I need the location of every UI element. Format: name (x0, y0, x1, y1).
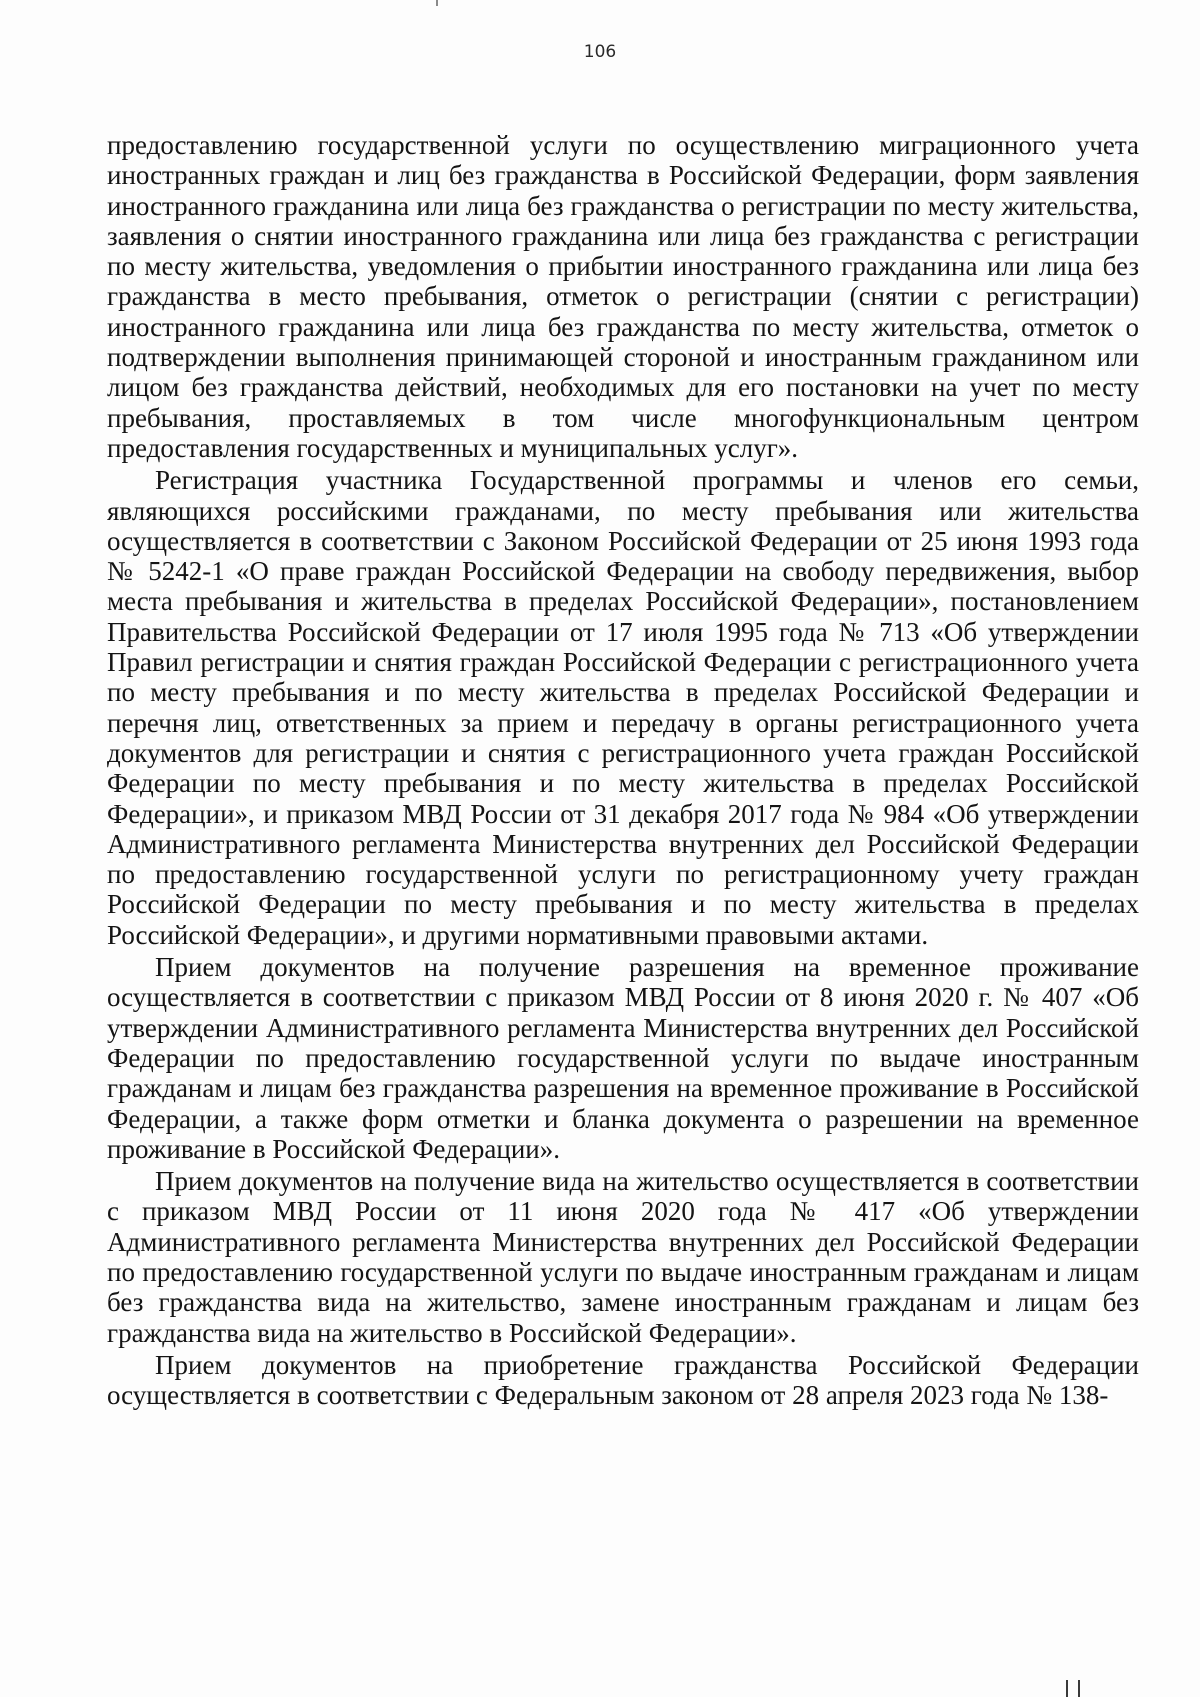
paragraph-residence-permit: Прием документов на получение вида на жительство осуществляется в соответствии с приказом МВД России от 11 июня 2020 года № 417 «Об утверждении Административного регламента Министерства внутренних дел Российской Федерации по предоставлению государственной услуги по выдаче иностранным гражданам и лицам без гражданства вида на жительство, замене иностранным гражданам и лицам без гражданства вида на жительство в Российской Федерации». (107, 1166, 1139, 1348)
paragraph-registration: Регистрация участника Государственной программы и членов его семьи, являющихся российскими гражданами, по месту пребывания или жительства осуществляется в соответствии с Законом Российской Федерации от 25 июня 1993 года № 5242-1 «О праве граждан Российской Федерации на свободу передвижения, выбор места пребывания и жительства в пределах Российской Федерации», постановлением Правительства Российской Федерации от 17 июля 1995 года № 713 «Об утверждении Правил регистрации и снятия граждан Российской Федерации с регистрационного учета по месту пребывания и по месту жительства в пределах Российской Федерации и перечня лиц, ответственных за прием и передачу в органы регистрационного учета документов для регистрации и снятия с регистрационного учета граждан Российской Федерации по месту пребывания и по месту жительства в пределах Российской Федерации», и приказом МВД России от 31 декабря 2017 года № 984 «Об утверждении Административного регламента Министерства внутренних дел Российской Федерации по предоставлению государственной услуги по регистрационному учету граждан Российской Федерации по месту пребывания и по месту жительства в пределах Российской Федерации», и другими нормативными правовыми актами. (107, 465, 1139, 950)
scan-artifact-top (436, 0, 438, 6)
paragraph-temporary-residence: Прием документов на получение разрешения на временное проживание осуществляется в соответствии с приказом МВД России от 8 июня 2020 г. № 407 «Об утверждении Административного регламента Министерства внутренних дел Российской Федерации по предоставлению государственной услуги по выдаче иностранным гражданам и лицам без гражданства разрешения на временное проживание в Российской Федерации, а также форм отметки и бланка документа о разрешении на временное проживание в Российской Федерации». (107, 952, 1139, 1164)
scan-artifact-bottom-right (1078, 1680, 1080, 1697)
scan-artifact-bottom-left (1066, 1680, 1068, 1697)
paragraph-citizenship: Прием документов на приобретение гражданства Российской Федерации осуществляется в соответствии с Федеральным законом от 28 апреля 2023 года № 138- (107, 1349, 1139, 1411)
page-number: 106 (583, 42, 617, 62)
body-text (107, 130, 1139, 1410)
paragraph-continuation: предоставлению государственной услуги по осуществлению миграционного учета иностранных граждан и лиц без гражданства в Российской Федерации, форм заявления иностранного гражданина или лица без гражданства о регистрации по месту жительства, заявления о снятии иностранного гражданина или лица без гражданства с регистрации по месту жительства, уведомления о прибытии иностранного гражданина или лица без гражданства в место пребывания, отметок о регистрации (снятии с регистрации) иностранного гражданина или лица без гражданства по месту жительства, отметок о подтверждении выполнения принимающей стороной и иностранным гражданином или лицом без гражданства действий, необходимых для его постановки на учет по месту пребывания, проставляемых в том числе многофункциональным центром предоставления государственных и муниципальных услуг». (107, 130, 1139, 463)
